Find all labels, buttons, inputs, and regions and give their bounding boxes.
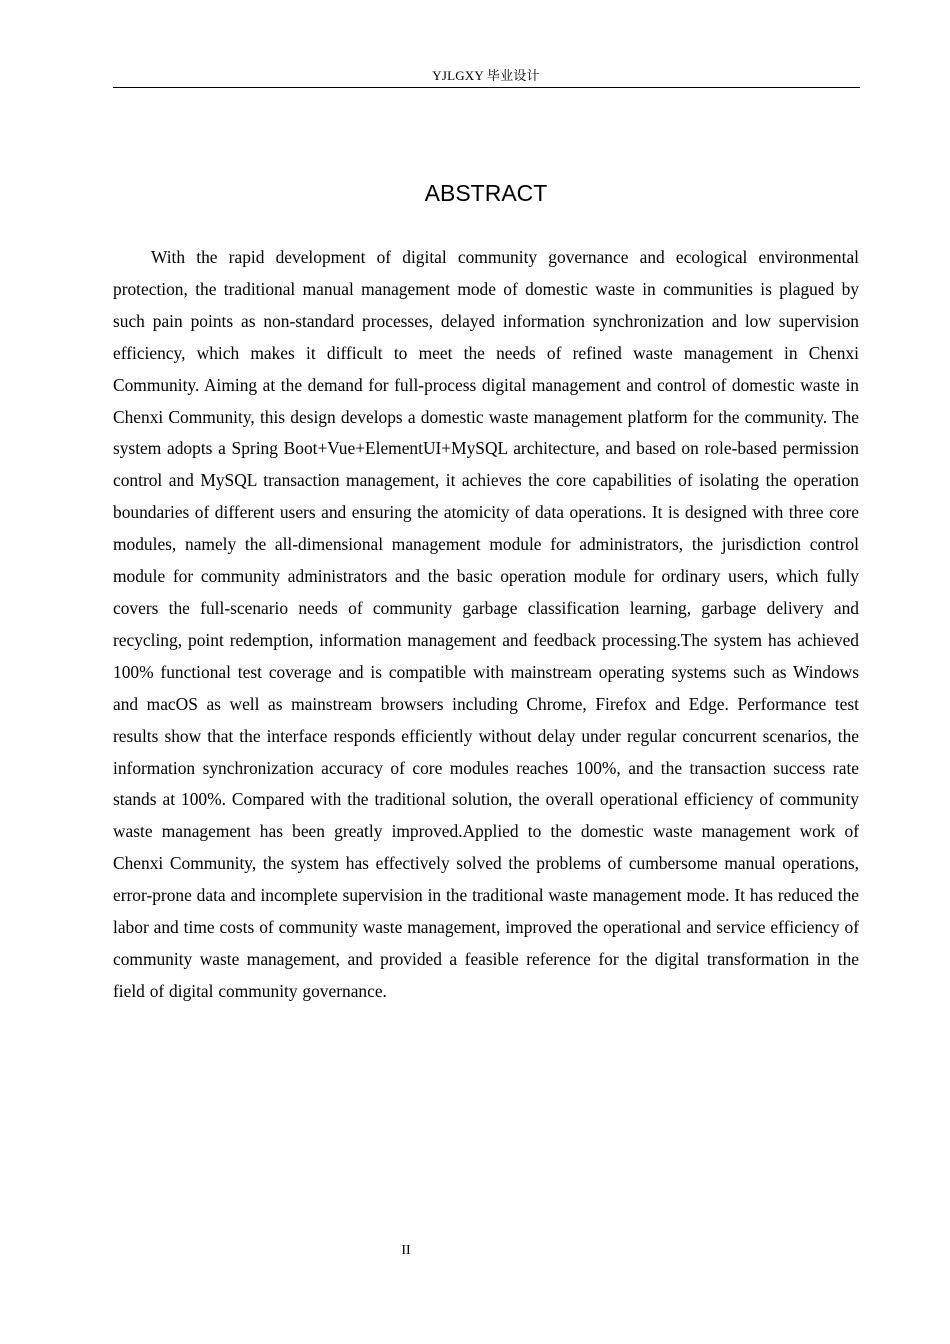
running-header-title: YJLGXY 毕业设计 — [432, 68, 540, 83]
header-divider — [113, 87, 860, 88]
abstract-body-paragraph: With the rapid development of digital community governance and ecological environmental protection, the traditional manual management mode of domestic waste in communities is plagued by such pain points as non-standard processes, delayed information synchronization and low supervision efficiency, which makes it difficult to meet the needs of refined waste management in Chenxi Community. Aiming at the demand for full-process digital management and control of domestic waste in Chenxi Community, this design develops a domestic waste management platform for the community. The system adopts a Spring Boot+Vue+ElementUI+MySQL architecture, and based on role-based permission control and MySQL transaction management, it achieves the core capabilities of isolating the operation boundaries of different users and ensuring the atomicity of data operations. It is designed with three core modules, namely the all-dimensional management module for administrators, the jurisdiction control module for community administrators and the basic operation module for ordinary users, which fully covers the full-scenario needs of community garbage classification learning, garbage delivery and recycling, point redemption, information management and feedback processing.The system has achieved 100% functional test coverage and is compatible with mainstream operating systems such as Windows and macOS as well as mainstream browsers including Chrome, Firefox and Edge. Performance test results show that the interface responds efficiently without delay under regular concurrent scenarios, the information synchronization accuracy of core modules reaches 100%, and the transaction success rate stands at 100%. Compared with the traditional solution, the overall operational efficiency of community waste management has been greatly improved.Applied to the domestic waste management work of Chenxi Community, the system has effectively solved the problems of cumbersome manual operations, error-prone data and incomplete supervision in the traditional waste management mode. It has reduced the labor and time costs of community waste management, improved the operational and service efficiency of community waste management, and provided a feasible reference for the digital transformation in the field of digital community governance. — [113, 247, 859, 1001]
page-number: II — [401, 1243, 411, 1258]
abstract-title: ABSTRACT — [424, 180, 548, 206]
